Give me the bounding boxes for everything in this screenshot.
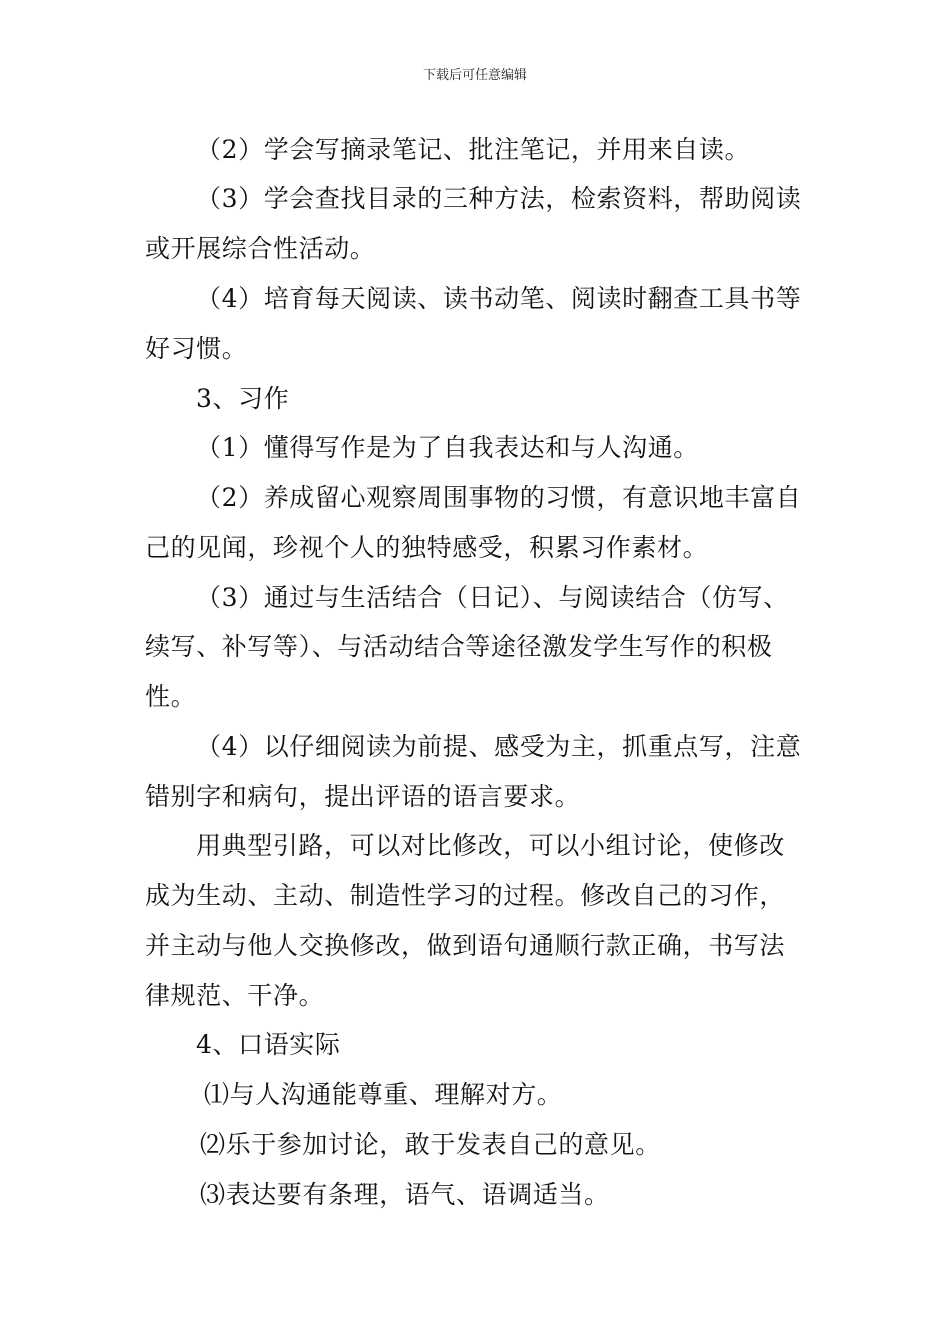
text-line: 性。 [145,682,197,711]
text-line: （3）学会查找目录的三种方法，检索资料，帮助阅读 [196,184,802,213]
text-line: 好习惯。 [145,334,248,363]
text-line: 续写、补写等）、与活动结合等途径激发学生写作的积极 [145,632,773,661]
text-line: （4）以仔细阅读为前提、感受为主，抓重点写，注意 [196,732,802,761]
section-heading: 3、习作 [196,384,290,413]
text-line: 成为生动、主动、制造性学习的过程。修改自己的习作， [145,881,786,910]
text-line: （3）通过与生活结合（日记）、与阅读结合（仿写、 [196,583,789,612]
text-line: 并主动与他人交换修改，做到语句通顺行款正确，书写法 [145,931,786,960]
text-line: （1）懂得写作是为了自我表达和与人沟通。 [196,433,699,462]
text-line: ⑶表达要有条理，语气、语调适当。 [200,1180,610,1209]
page-header: 下载后可任意编辑 [422,68,527,83]
section-heading: 4、口语实际 [196,1030,341,1059]
text-line: 律规范、干净。 [145,981,325,1010]
text-line: ⑴与人沟通能尊重、理解对方。 [204,1080,563,1109]
text-line: （2）学会写摘录笔记、批注笔记，并用来自读。 [196,135,751,164]
text-line: 错别字和病句，提出评语的语言要求。 [145,782,581,811]
text-line: 或开展综合性活动。 [145,234,376,263]
text-line: （2）养成留心观察周围事物的习惯，有意识地丰富自 [196,483,802,512]
text-line: 己的见闻，珍视个人的独特感受，积累习作素材。 [145,533,709,562]
text-line: 用典型引路，可以对比修改，可以小组讨论，使修改 [196,831,785,860]
text-line: ⑵乐于参加讨论，敢于发表自己的意见。 [200,1130,661,1159]
text-line: （4）培育每天阅读、读书动笔、阅读时翻查工具书等 [196,284,802,313]
